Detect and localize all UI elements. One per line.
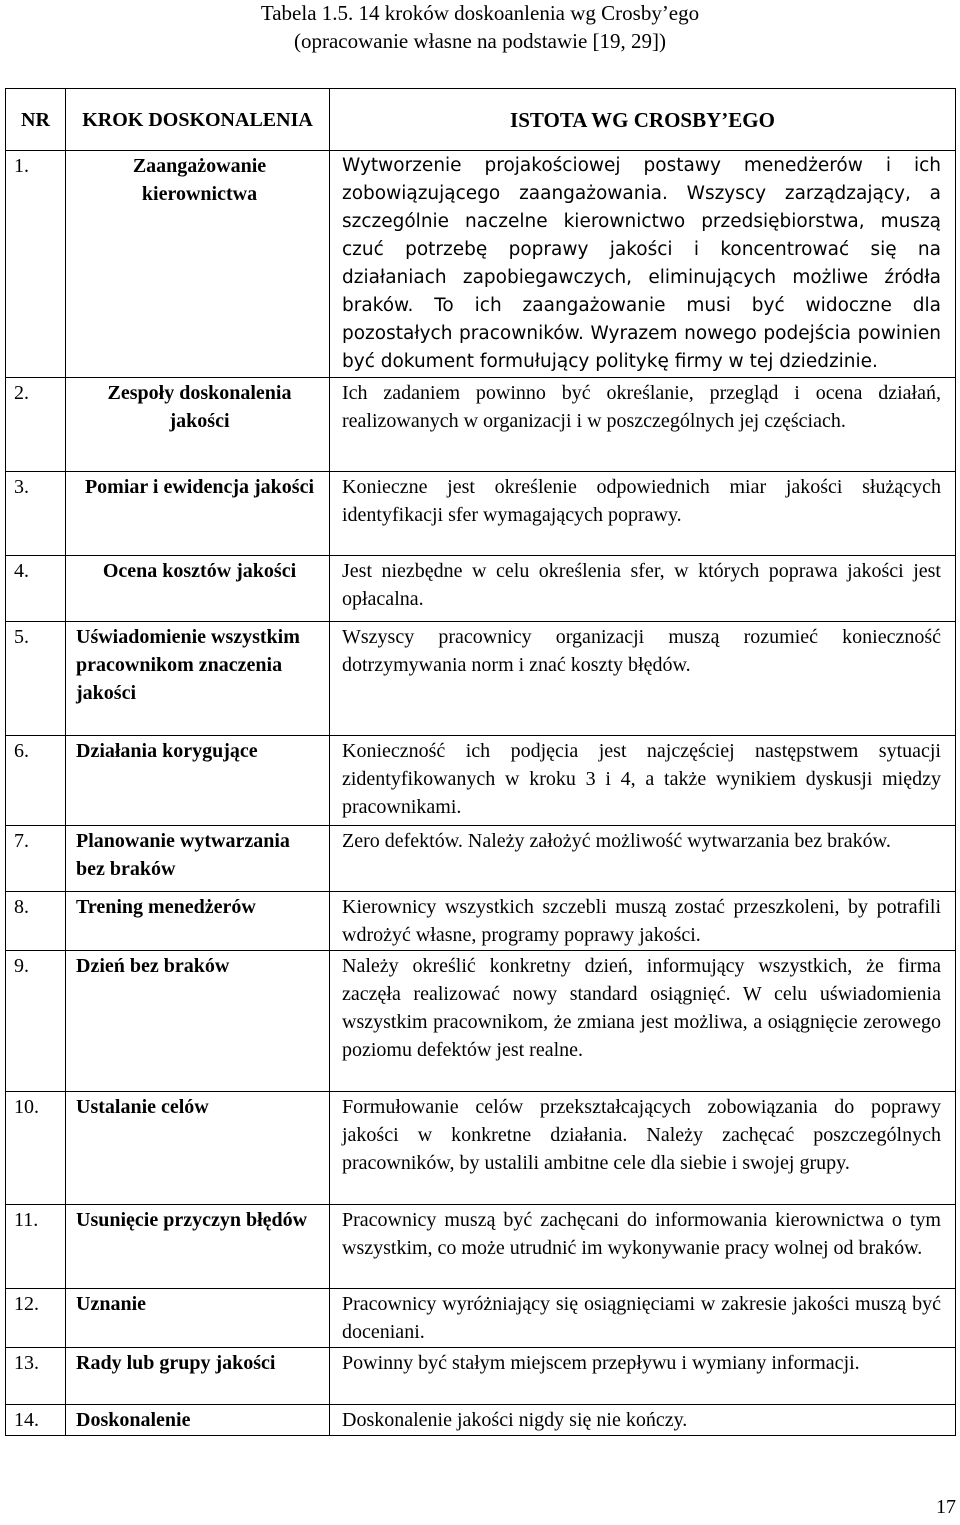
step-number: 3.: [6, 472, 66, 556]
step-description: Konieczne jest określenie odpowiednich miar jakości służących identyfikacji sfer wymagających poprawy.: [330, 472, 956, 556]
table-row: [6, 1405, 956, 1436]
header-istota: ISTOTA WG CROSBY’EGO: [330, 89, 956, 151]
step-number: 6.: [6, 736, 66, 826]
table-row: [6, 1205, 956, 1289]
step-number: 12.: [6, 1289, 66, 1348]
step-name: Dzień bez braków: [66, 951, 330, 1092]
step-name: Usunięcie przyczyn błędów: [66, 1205, 330, 1289]
table-row: [6, 556, 956, 622]
table-row: [6, 826, 956, 892]
step-description: Zero defektów. Należy założyć możliwość wytwarzania bez braków.: [330, 826, 956, 892]
step-number: 13.: [6, 1348, 66, 1405]
step-description: Pracownicy muszą być zachęcani do informowania kierownictwa o tym wszystkim, co może utrudnić im wykonywanie pracy wolnej od braków.: [330, 1205, 956, 1289]
step-number: 5.: [6, 622, 66, 736]
step-description: Kierownicy wszystkich szczebli muszą zostać przeszkoleni, by potrafili wdrożyć własne, programy poprawy jakości.: [330, 892, 956, 951]
step-description: Wszyscy pracownicy organizacji muszą rozumieć konieczność dotrzymywania norm i znać koszty błędów.: [330, 622, 956, 736]
step-number: 1.: [6, 151, 66, 378]
step-name: Działania korygujące: [66, 736, 330, 826]
table-row: [6, 1092, 956, 1205]
step-description: Doskonalenie jakości nigdy się nie kończy.: [330, 1405, 956, 1436]
page-number: 17: [936, 1496, 956, 1518]
step-number: 10.: [6, 1092, 66, 1205]
step-number: 4.: [6, 556, 66, 622]
step-number: 2.: [6, 378, 66, 472]
table-row: [6, 151, 956, 378]
step-name: Ustalanie celów: [66, 1092, 330, 1205]
header-nr: NR: [6, 89, 66, 151]
caption-source: (opracowanie własne na podstawie [19, 29]): [293, 29, 667, 53]
step-name: Doskonalenie: [66, 1405, 330, 1436]
step-name: Zaangażowanie kierownictwa: [66, 151, 330, 378]
table-row: [6, 1348, 956, 1405]
step-name: Trening menedżerów: [66, 892, 330, 951]
step-description: Ich zadaniem powinno być określanie, przegląd i ocena działań, realizowanych w organizacji i w poszczególnych jej częściach.: [330, 378, 956, 472]
crosby-steps-table: [5, 88, 956, 1436]
table-row: [6, 472, 956, 556]
step-description: Powinny być stałym miejscem przepływu i wymiany informacji.: [330, 1348, 956, 1405]
step-description: Wytworzenie projakościowej postawy menedżerów i ich zobowiązującego zaangażowania. Wszyscy zarządzający, a szczególnie naczelne kierownictwo przedsiębiorstwa, muszą czuć potrzebę poprawy jakości i koncentrować się na działaniach zapobiegawczych, eliminujących możliwe źródła braków. To ich zaangażowanie musi być widoczne dla pozostałych pracowników. Wyrazem nowego podejścia powinien być dokument formułujący politykę firmy w tej dziedzinie.: [330, 151, 956, 378]
table-row: [6, 378, 956, 472]
step-description: Formułowanie celów przekształcających zobowiązania do poprawy jakości w konkretne działania. Należy zachęcać poszczególnych pracowników, by ustalili ambitne cele dla siebie i swojej grupy.: [330, 1092, 956, 1205]
table-row: [6, 1289, 956, 1348]
step-number: 9.: [6, 951, 66, 1092]
step-number: 8.: [6, 892, 66, 951]
step-name: Uświadomienie wszystkim pracownikom znaczenia jakości: [66, 622, 330, 736]
step-number: 14.: [6, 1405, 66, 1436]
step-number: 7.: [6, 826, 66, 892]
step-description: Jest niezbędne w celu określenia sfer, w których poprawa jakości jest opłacalna.: [330, 556, 956, 622]
step-description: Pracownicy wyróżniający się osiągnięciami w zakresie jakości muszą być doceniani.: [330, 1289, 956, 1348]
step-name: Zespoły doskonalenia jakości: [66, 378, 330, 472]
step-description: Należy określić konkretny dzień, informujący wszystkich, że firma zaczęła realizować nowy standard osiągnięć. W celu uświadomienia wszystkim pracownikom, że zmiana jest możliwa, a osiągnięcie zerowego poziomu defektów jest realne.: [330, 951, 956, 1092]
step-description: Konieczność ich podjęcia jest najczęściej następstwem sytuacji zidentyfikowanych w kroku 3 i 4, a także wynikiem dyskusji między pracownikami.: [330, 736, 956, 826]
table-row: [6, 622, 956, 736]
step-name: Rady lub grupy jakości: [66, 1348, 330, 1405]
step-name: Pomiar i ewidencja jakości: [66, 472, 330, 556]
header-krok: KROK DOSKONALENIA: [66, 89, 330, 151]
table-row: [6, 892, 956, 951]
step-name: Uznanie: [66, 1289, 330, 1348]
step-name: Planowanie wytwarzania bez braków: [66, 826, 330, 892]
caption-title: Tabela 1.5. 14 kroków doskoanlenia wg Crosby’ego: [260, 1, 700, 25]
step-number: 11.: [6, 1205, 66, 1289]
table-row: [6, 736, 956, 826]
step-name: Ocena kosztów jakości: [66, 556, 330, 622]
table-header-row: [6, 89, 956, 151]
table-row: [6, 951, 956, 1092]
